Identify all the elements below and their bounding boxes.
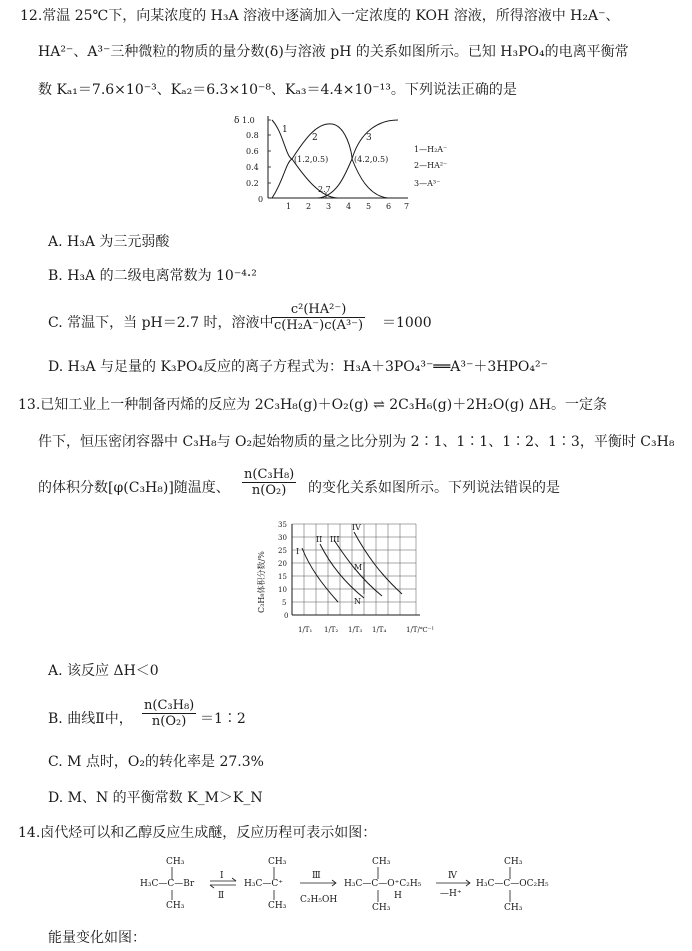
m4-mid: H₃C—C—OC₂H₅ <box>476 879 549 889</box>
m2-top: CH₃ <box>268 857 287 867</box>
legend-entry: 1—H₂A⁻ <box>414 145 448 154</box>
x-label: 1/T₃ <box>348 626 363 634</box>
m3-top: CH₃ <box>372 857 391 867</box>
q12-line1: 12.常温 25℃下，向某浓度的 H₃A 溶液中逐滴加入一定浓度的 KOH 溶液，所得溶液中 H₂A⁻、 <box>20 8 620 24</box>
q12-option-c-fraction <box>272 302 365 333</box>
q12-chart <box>228 112 468 214</box>
point-label: M <box>354 563 363 572</box>
curve-label: II <box>316 535 323 544</box>
q12-line3: 数 Kₐ₁＝7.6×10⁻³、Kₐ₂＝6.3×10⁻⁸、Kₐ₃＝4.4×10⁻¹³。下列说法正确的是 <box>38 82 517 98</box>
arrow3-label: —H⁺ <box>440 889 462 899</box>
curve-label: 1 <box>282 125 288 135</box>
fraction-denominator: n(O₂) <box>251 483 287 498</box>
q13-line2: 件下，恒压密闭容器中 C₃H₈与 O₂起始物质的量之比分别为 2∶1、1∶1、1∶2、1∶3，平衡时 C₃H₈ <box>38 434 675 450</box>
q12-line2: HA²⁻、A³⁻三种微粒的物质的量分数(δ)与溶液 pH 的关系如图所示。已知 H₃PO₄的电离平衡常 <box>38 44 629 60</box>
m2-bot: CH₃ <box>268 901 287 911</box>
q14-line2: 能量变化如图： <box>48 930 146 946</box>
y-tick: 25 <box>278 547 287 555</box>
curve-label: I <box>296 547 300 556</box>
arrow1-label: Ⅰ <box>220 871 224 881</box>
q13-line3-fraction <box>242 467 296 498</box>
x-tick: 7 <box>404 202 410 211</box>
legend-entry: 2—HA²⁻ <box>414 161 448 170</box>
curve-I <box>302 548 338 602</box>
x-tick: 1 <box>286 202 292 211</box>
x-tick: 6 <box>386 202 392 211</box>
x-tick: 4 <box>346 202 352 211</box>
q13-option-d: D. M、N 的平衡常数 K_M＞K_N <box>48 790 263 806</box>
q13-line1: 13.已知工业上一种制备丙烯的反应为 2C₃H₈(g)＋O₂(g) ⇌ 2C₃H₆(g)＋2H₂O(g) ΔH。一定条 <box>18 397 608 413</box>
x-label: 1/T₁ <box>298 626 313 634</box>
arrow1-label: Ⅱ <box>218 891 225 901</box>
y-tick: 0.2 <box>246 179 259 188</box>
q12-option-a: A. H₃A 为三元弱酸 <box>48 234 170 250</box>
arrow3-label: Ⅳ <box>448 871 457 881</box>
y-tick: 0 <box>284 612 289 620</box>
m1-bot: CH₃ <box>166 901 185 911</box>
q13-line3-post: 的变化关系如图所示。下列说法错误的是 <box>308 480 560 496</box>
y-tick: 0.6 <box>246 147 259 156</box>
q12-option-c-post: ＝1000 <box>382 315 432 331</box>
q14-line1: 14.卤代烃可以和乙醇反应生成醚，反应历程可表示如图： <box>18 825 377 841</box>
y-tick: 0.4 <box>246 163 259 172</box>
m3-bot: CH₃ <box>372 903 391 913</box>
x-tick: 5 <box>366 202 372 211</box>
m4-bot: CH₃ <box>504 903 523 913</box>
arrow2-label: Ⅲ <box>312 871 321 881</box>
legend-entry: 3—A³⁻ <box>414 179 441 188</box>
y-tick: 20 <box>278 560 287 568</box>
y-tick: 0 <box>258 195 264 204</box>
curve-label: III <box>330 535 340 544</box>
q13-chart <box>250 518 450 648</box>
x-label: 1/T₄ <box>372 626 387 634</box>
m1-mid: H₃C—C—Br <box>140 879 195 889</box>
x-tick: 2 <box>306 202 312 211</box>
y-axis-label: δ <box>234 116 240 126</box>
y-tick: 15 <box>278 573 287 581</box>
x-label: 1/T₂ <box>324 626 339 634</box>
y-tick: 0.8 <box>246 131 259 140</box>
fraction-numerator: c²(HA²⁻) <box>272 302 365 318</box>
q13-line3-pre: 的体积分数[φ(C₃H₈)]随温度、 <box>38 480 230 496</box>
y-tick: 35 <box>278 521 287 529</box>
curve-label: IV <box>352 523 361 532</box>
curve-label: 2 <box>312 133 318 143</box>
q14-reaction-scheme <box>136 852 576 918</box>
fraction-denominator: n(O₂) <box>151 714 187 729</box>
point-label: N <box>354 597 361 606</box>
m2-mid: H₃C—C⁺ <box>244 879 283 889</box>
x-tick: 3 <box>326 202 332 211</box>
q13-option-c: C. M 点时，O₂的转化率是 27.3% <box>48 754 264 770</box>
fraction-numerator: n(C₃H₈) <box>144 698 195 713</box>
curve-label: 3 <box>366 133 372 143</box>
q13-option-b-fraction <box>142 698 196 729</box>
arrow2-label: C₂H₅OH <box>300 895 338 905</box>
y-tick: 10 <box>278 586 287 594</box>
q12-option-b: B. H₃A 的二级电离常数为 10⁻⁴·² <box>48 268 257 284</box>
m3-h: H <box>394 891 402 901</box>
y-tick: 30 <box>278 534 287 542</box>
q12-option-d: D. H₃A 与足量的 K₃PO₄反应的离子方程式为：H₃A＋3PO₄³⁻══A³⁻＋3HPO₄²⁻ <box>48 359 548 375</box>
q12-option-c-pre: C. 常温下，当 pH＝2.7 时，溶液中 <box>48 315 274 331</box>
q13-option-a: A. 该反应 ΔH＜0 <box>48 663 159 679</box>
point-label: 2.7 <box>318 185 331 194</box>
m1-top: CH₃ <box>166 857 185 867</box>
y-tick: 1.0 <box>242 116 255 125</box>
point-label: (1.2,0.5) <box>294 155 329 164</box>
x-label: 1/T/℃⁻¹ <box>406 626 435 634</box>
y-tick: 5 <box>282 599 287 607</box>
point-label: (4.2,0.5) <box>354 155 389 164</box>
fraction-denominator: c(H₂A⁻)c(A³⁻) <box>274 318 364 333</box>
m3-mid: H₃C—C—O⁺C₂H₅ <box>344 879 422 889</box>
q13-option-b-post: ＝1∶2 <box>200 711 246 727</box>
m4-top: CH₃ <box>504 857 523 867</box>
y-axis-label: C₃H₈体积分数/% <box>257 551 266 613</box>
fraction-numerator: n(C₃H₈) <box>244 467 295 482</box>
q13-option-b-pre: B. 曲线Ⅱ中， <box>48 711 133 727</box>
